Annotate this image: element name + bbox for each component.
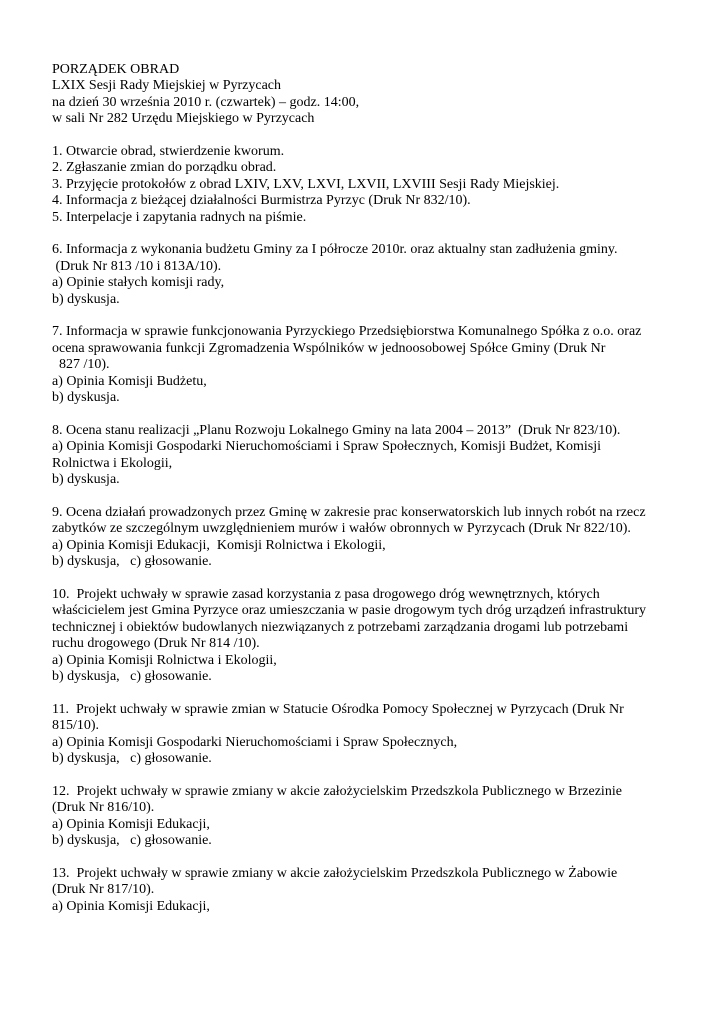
agenda-item-text: ocena sprawowania funkcji Zgromadzenia Wspólników w jednoosobowej Spółce Gminy (Druk Nr (52, 340, 606, 356)
session-location: w sali Nr 282 Urzędu Miejskiego w Pyrzycach (52, 111, 315, 127)
agenda-item-text: zabytków ze szczególnym uwzględnieniem murów i wałów obronnych w Pyrzycach (Druk Nr 822/10). (52, 521, 631, 537)
agenda-item-text: b) dyskusja, c) głosowanie. (52, 832, 212, 848)
agenda-item-text: a) Opinia Komisji Gospodarki Nieruchomościami i Spraw Społecznych, (52, 734, 458, 750)
agenda-item-text: 7. Informacja w sprawie funkcjonowania Pyrzyckiego Przedsiębiorstwa Komunalnego Spółka z o.o. oraz (52, 324, 642, 340)
agenda-item-text: 1. Otwarcie obrad, stwierdzenie kworum. (52, 144, 285, 160)
agenda-item-6 (52, 242, 692, 308)
agenda-item-text: b) dyskusja. (52, 291, 120, 307)
agenda-item-2 (52, 160, 692, 176)
agenda-item-3 (52, 177, 692, 193)
agenda-item-10 (52, 587, 692, 685)
agenda-item-text: b) dyskusja. (52, 472, 120, 488)
agenda-item-text: a) Opinia Komisji Budżetu, (52, 373, 207, 389)
agenda-item-text: 12. Projekt uchwały w sprawie zmiany w akcie założycielskim Przedszkola Publicznego w Brzezinie (52, 783, 622, 799)
agenda-item-text: właścicielem jest Gmina Pyrzyce oraz umieszczania w pasie drogowym tych dróg urządzeń infrastruktury (52, 603, 647, 619)
agenda-item-text: 10. Projekt uchwały w sprawie zasad korzystania z pasa drogowego dróg wewnętrznych, których (52, 586, 600, 602)
agenda-item-9 (52, 505, 692, 571)
agenda-item-text: 4. Informacja z bieżącej działalności Burmistrza Pyrzyc (Druk Nr 832/10). (52, 193, 471, 209)
agenda-item-text: 11. Projekt uchwały w sprawie zmian w Statucie Ośrodka Pomocy Społecznej w Pyrzycach (Druk Nr (52, 701, 624, 717)
agenda-item-text: (Druk Nr 816/10). (52, 800, 155, 816)
agenda-item-8 (52, 423, 692, 489)
document-page (52, 62, 692, 915)
agenda-item-text: b) dyskusja, c) głosowanie. (52, 668, 212, 684)
agenda-item-text: b) dyskusja, c) głosowanie. (52, 750, 212, 766)
agenda-item-text: a) Opinia Komisji Edukacji, (52, 898, 210, 914)
agenda-item-12 (52, 784, 692, 850)
agenda-item-4 (52, 193, 692, 209)
agenda-item-text: 6. Informacja z wykonania budżetu Gminy za I półrocze 2010r. oraz aktualny stan zadłużenia gminy. (52, 242, 618, 258)
agenda-item-text: (Druk Nr 813 /10 i 813A/10). (52, 258, 222, 274)
agenda-item-text: 9. Ocena działań prowadzonych przez Gminę w zakresie prac konserwatorskich lub innych robót na rzecz (52, 504, 646, 520)
agenda-item-text: b) dyskusja, c) głosowanie. (52, 554, 212, 570)
agenda-item-text: a) Opinia Komisji Gospodarki Nieruchomościami i Spraw Społecznych, Komisji Budżet, Komisji (52, 439, 602, 455)
agenda-item-text: (Druk Nr 817/10). (52, 882, 155, 898)
agenda-item-5 (52, 210, 692, 226)
agenda-item-7 (52, 324, 692, 406)
agenda-item-text: b) dyskusja. (52, 390, 120, 406)
agenda-item-text: 8. Ocena stanu realizacji „Planu Rozwoju Lokalnego Gminy na lata 2004 – 2013” (Druk Nr 823/10). (52, 422, 621, 438)
agenda-item-text: 13. Projekt uchwały w sprawie zmiany w akcie założycielskim Przedszkola Publicznego w Żabowie (52, 865, 618, 881)
agenda-item-text: a) Opinia Komisji Rolnictwa i Ekologii, (52, 652, 277, 668)
agenda-item-text: a) Opinia Komisji Edukacji, Komisji Rolnictwa i Ekologii, (52, 537, 386, 553)
session-name: LXIX Sesji Rady Miejskiej w Pyrzycach (52, 78, 282, 94)
session-date: na dzień 30 września 2010 r. (czwartek) – godz. 14:00, (52, 94, 360, 110)
agenda-item-1 (52, 144, 692, 160)
agenda-item-text: 3. Przyjęcie protokołów z obrad LXIV, LXV, LXVI, LXVII, LXVIII Sesji Rady Miejskiej. (52, 176, 560, 192)
agenda-item-text: Rolnictwa i Ekologii, (52, 455, 173, 471)
agenda-item-text: ruchu drogowego (Druk Nr 814 /10). (52, 636, 260, 652)
agenda-item-13 (52, 866, 692, 915)
agenda-item-text: 5. Interpelacje i zapytania radnych na piśmie. (52, 209, 307, 225)
agenda-item-text: a) Opinie stałych komisji rady, (52, 275, 225, 291)
agenda-item-text: 2. Zgłaszanie zmian do porządku obrad. (52, 160, 277, 176)
agenda-header (52, 62, 692, 128)
agenda-item-11 (52, 702, 692, 768)
agenda-item-text: 815/10). (52, 718, 100, 734)
agenda-item-text: technicznej i obiektów budowlanych niezwiązanych z potrzebami zarządzania drogami lub potrzebami (52, 619, 629, 635)
agenda-title: PORZĄDEK OBRAD (52, 62, 180, 77)
agenda-item-text: 827 /10). (52, 357, 110, 373)
agenda-item-text: a) Opinia Komisji Edukacji, (52, 816, 210, 832)
